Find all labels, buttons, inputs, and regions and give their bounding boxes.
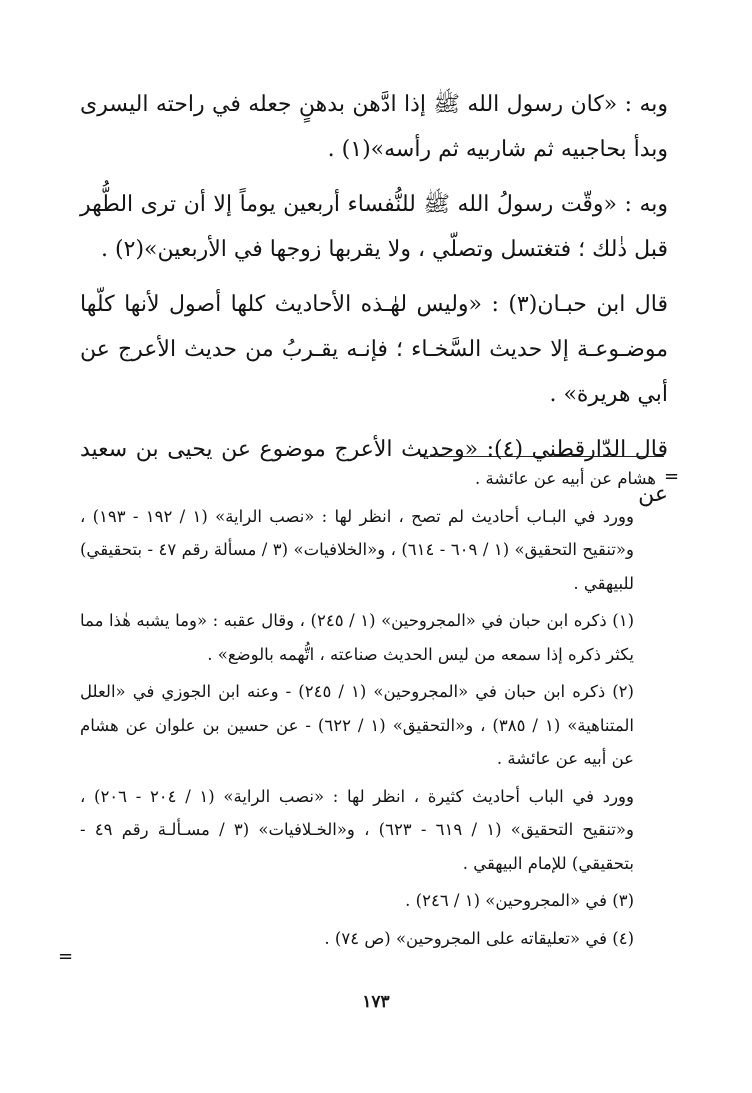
footnote-continuation: هشام عن أبيه عن عائشة . <box>475 469 656 488</box>
footnote-2-b: وورد في الباب أحاديث كثيرة ، انظر لها : «نصب الراية» (١ / ٢٠٤ - ٢٠٦) ، و«تنقيح التحقيق» (١ / ٦١٩ - ٦٢٣) ، و«الخـلافيات» (٣ / مسـألـة رقم ٤٩ - بتحقيقي) للإمام البيهقي . <box>80 786 634 873</box>
paragraph-2: وبه : «وقّت رسولُ الله ﷺ للنُّفساء أربعين يوماً إلا أن ترى الطُّهر قبل ذٰلك ؛ فتغتسل وتصلّي ، ولا يقربها زوجها في الأربعين»(٢) . <box>80 192 668 262</box>
footnote-separator <box>420 456 664 457</box>
footnote-continuation-mark-top: = <box>664 466 680 487</box>
footnote-1: (١) ذكره ابن حبان في «المجروحين» (١ / ٢٤٥) ، وقال عقبه : «وما يشبه هٰذا مما يكثر ذكره إذا سمعه من ليس الحديث صناعته ، اتُّهمه بالوضع» . <box>80 611 634 664</box>
main-text <box>80 82 668 527</box>
footnote-continuation-b: وورد في البـاب أحاديث لم تصح ، انظر لها : «نصب الراية» (١ / ١٩٢ - ١٩٣) ، و«تنقيح التحقيق» (١ / ٦٠٩ - ٦١٤) ، و«الخلافيات» (٣ / مسألة رقم ٤٧ - بتحقيقي) للبيهقي . <box>80 506 634 593</box>
paragraph-4: قال الدّارقطني (٤): «وحديث الأعرج موضوع عن يحيى بن سعيد عن <box>80 437 668 507</box>
footnote-4: (٤) في «تعليقاته على المجروحين» (ص ٧٤) . <box>324 928 634 948</box>
footnote-2: (٢) ذكره ابن حبان في «المجروحين» (١ / ٢٤٥) - وعنه ابن الجوزي في «العلل المتناهية» (١ / ٣٨٥) ، و«التحقيق» (١ / ٦٢٢) - عن حسين بن علوان عن هشام عن أبيه عن عائشة . <box>80 682 634 768</box>
paragraph-3: قال ابن حبـان(٣) : «وليس لهٰـذه الأحاديث كلها أصول لأنها كلّها موضـوعـة إلا حديث السَّخـاء ؛ فإنـه يقـربُ من حديث الأعرج عن أبي هريرة» . <box>80 292 668 407</box>
footnote-continuation-mark-bottom: = <box>58 946 74 967</box>
footnote-3: (٣) في «المجروحين» (١ / ٢٤٦) . <box>405 891 634 910</box>
paragraph-1: وبه : «كان رسول الله ﷺ إذا ادَّهن بدهنٍ جعله في راحته اليسرى وبدأ بحاجبيه ثم شاربيه ثم رأسه»(١) . <box>80 92 668 162</box>
page-number: ١٧٣ <box>362 992 390 1012</box>
footnotes <box>80 462 656 959</box>
